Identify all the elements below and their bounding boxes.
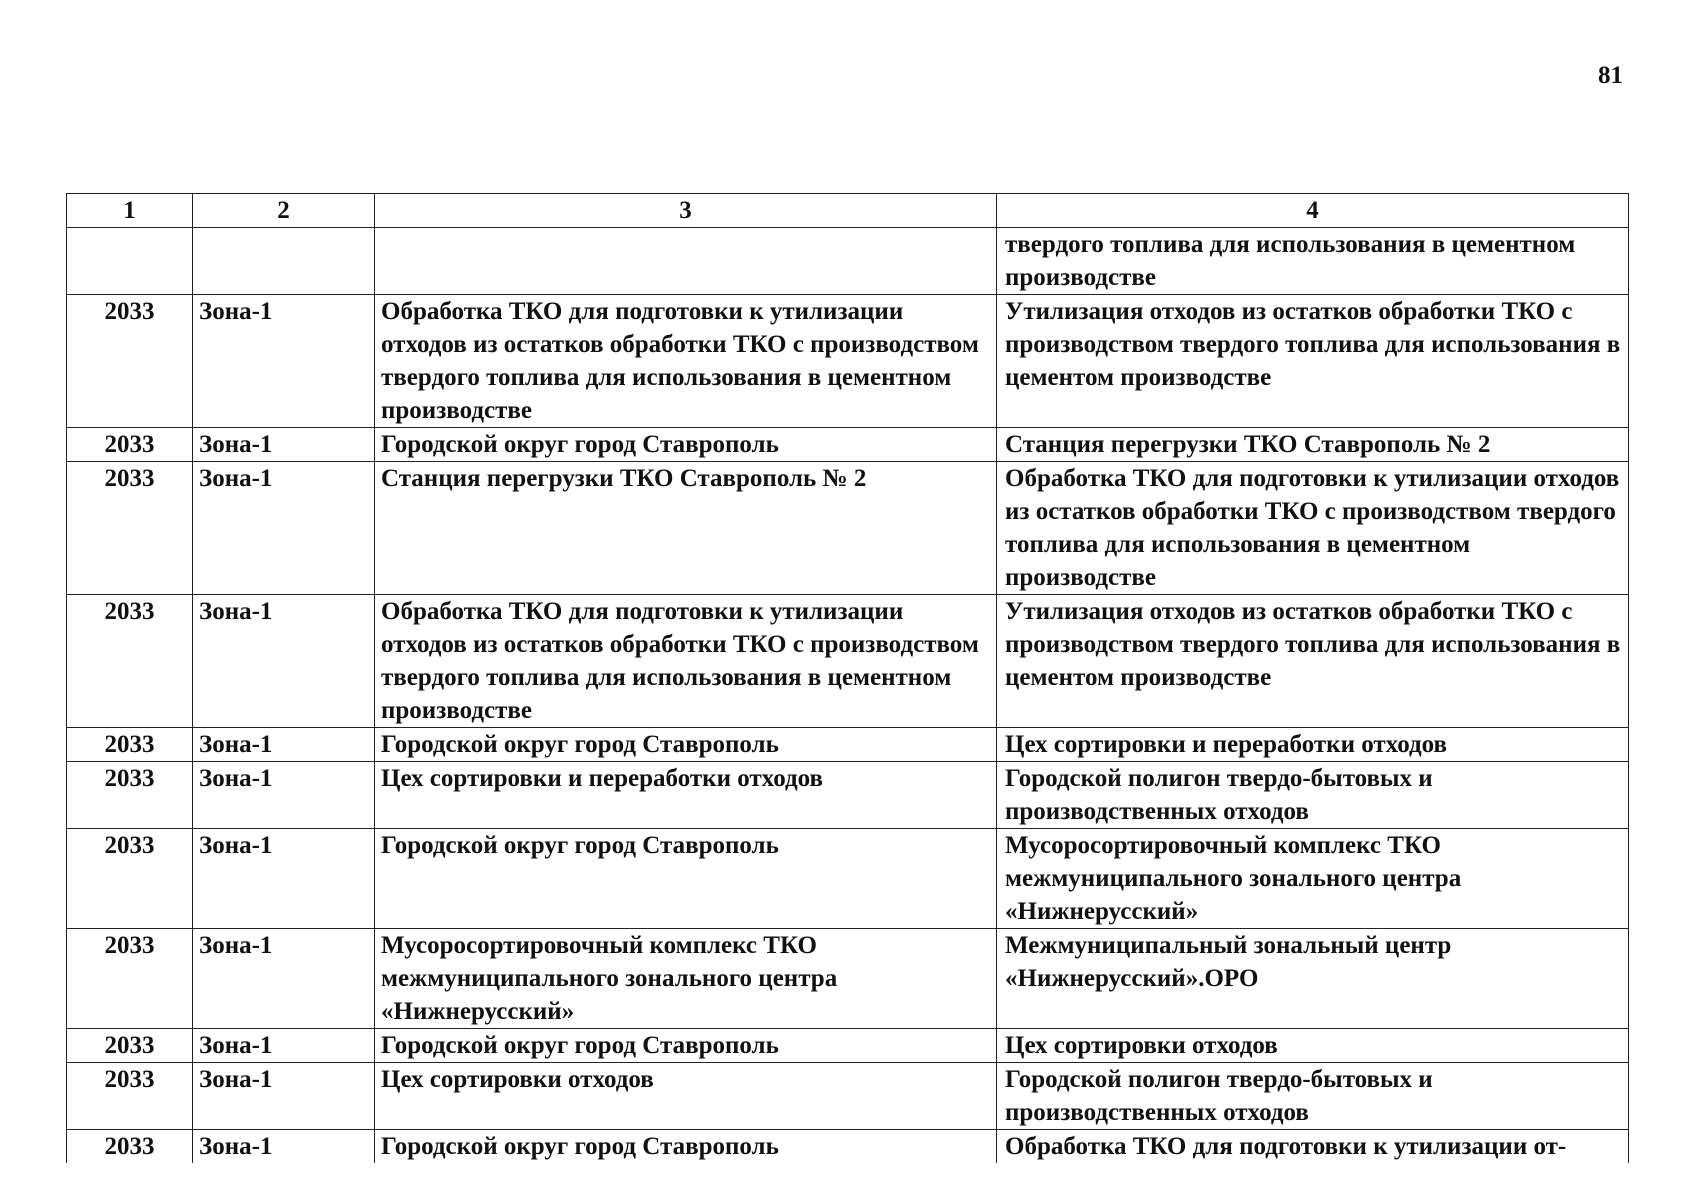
year-cell: 2033	[67, 929, 193, 1029]
year-cell: 2033	[67, 595, 193, 728]
destination-cell: твердого топлива для использования в цементном производстве	[997, 228, 1629, 295]
year-cell: 2033	[67, 1029, 193, 1063]
table-row	[67, 1130, 1629, 1164]
source-cell: Городской округ город Ставрополь	[375, 1130, 997, 1164]
source-cell: Мусоросортировочный комплекс ТКО межмуниципального зонального центра «Нижнерусский»	[375, 929, 997, 1029]
table-body	[67, 228, 1629, 1164]
source-cell: Городской округ город Ставрополь	[375, 1029, 997, 1063]
table-row	[67, 428, 1629, 462]
table-row	[67, 929, 1629, 1029]
destination-cell: Городской полигон твердо-бытовых и производственных отходов	[997, 762, 1629, 829]
destination-cell: Цех сортировки отходов	[997, 1029, 1629, 1063]
source-cell: Городской округ город Ставрополь	[375, 829, 997, 929]
year-cell: 2033	[67, 1130, 193, 1164]
column-header: 4	[997, 194, 1629, 228]
source-cell: Станция перегрузки ТКО Ставрополь № 2	[375, 462, 997, 595]
year-cell: 2033	[67, 295, 193, 428]
table-row	[67, 829, 1629, 929]
year-cell: 2033	[67, 428, 193, 462]
zone-cell: Зона-1	[193, 428, 375, 462]
year-cell: 2033	[67, 1063, 193, 1130]
column-header: 1	[67, 194, 193, 228]
zone-cell: Зона-1	[193, 295, 375, 428]
table-row	[67, 1063, 1629, 1130]
zone-cell	[193, 228, 375, 295]
column-header: 3	[375, 194, 997, 228]
source-cell: Цех сортировки и переработки отходов	[375, 762, 997, 829]
table-row	[67, 462, 1629, 595]
year-cell: 2033	[67, 829, 193, 929]
zone-cell: Зона-1	[193, 728, 375, 762]
destination-cell: Городской полигон твердо-бытовых и производственных отходов	[997, 1063, 1629, 1130]
table-row	[67, 228, 1629, 295]
zone-cell: Зона-1	[193, 929, 375, 1029]
destination-cell: Межмуниципальный зональный центр «Нижнерусский».ОРО	[997, 929, 1629, 1029]
table-row	[67, 595, 1629, 728]
source-cell: Обработка ТКО для подготовки к утилизации отходов из остатков обработки ТКО с производством твердого топлива для использования в цементном производстве	[375, 295, 997, 428]
source-cell: Цех сортировки отходов	[375, 1063, 997, 1130]
zone-cell: Зона-1	[193, 762, 375, 829]
destination-cell: Обработка ТКО для подготовки к утилизации от-	[997, 1130, 1629, 1164]
year-cell: 2033	[67, 762, 193, 829]
zone-cell: Зона-1	[193, 595, 375, 728]
zone-cell: Зона-1	[193, 462, 375, 595]
destination-cell: Станция перегрузки ТКО Ставрополь № 2	[997, 428, 1629, 462]
source-cell: Городской округ город Ставрополь	[375, 728, 997, 762]
destination-cell: Мусоросортировочный комплекс ТКО межмуниципального зонального центра «Нижнерусский»	[997, 829, 1629, 929]
zone-cell: Зона-1	[193, 1130, 375, 1164]
table-row	[67, 728, 1629, 762]
table-row	[67, 762, 1629, 829]
year-cell: 2033	[67, 462, 193, 595]
source-cell: Городской округ город Ставрополь	[375, 428, 997, 462]
table-row	[67, 295, 1629, 428]
destination-cell: Обработка ТКО для подготовки к утилизации отходов из остатков обработки ТКО с производством твердого топлива для использования в цементном производстве	[997, 462, 1629, 595]
header-row	[67, 194, 1629, 228]
data-table	[66, 193, 1629, 1163]
source-cell	[375, 228, 997, 295]
destination-cell: Утилизация отходов из остатков обработки ТКО с производством твердого топлива для использования в цементом производстве	[997, 295, 1629, 428]
destination-cell: Цех сортировки и переработки отходов	[997, 728, 1629, 762]
zone-cell: Зона-1	[193, 829, 375, 929]
zone-cell: Зона-1	[193, 1029, 375, 1063]
zone-cell: Зона-1	[193, 1063, 375, 1130]
table-row	[67, 1029, 1629, 1063]
destination-cell: Утилизация отходов из остатков обработки ТКО с производством твердого топлива для использования в цементом производстве	[997, 595, 1629, 728]
column-header: 2	[193, 194, 375, 228]
year-cell	[67, 228, 193, 295]
year-cell: 2033	[67, 728, 193, 762]
source-cell: Обработка ТКО для подготовки к утилизации отходов из остатков обработки ТКО с производством твердого топлива для использования в цементном производстве	[375, 595, 997, 728]
page-number: 81	[1598, 62, 1623, 89]
